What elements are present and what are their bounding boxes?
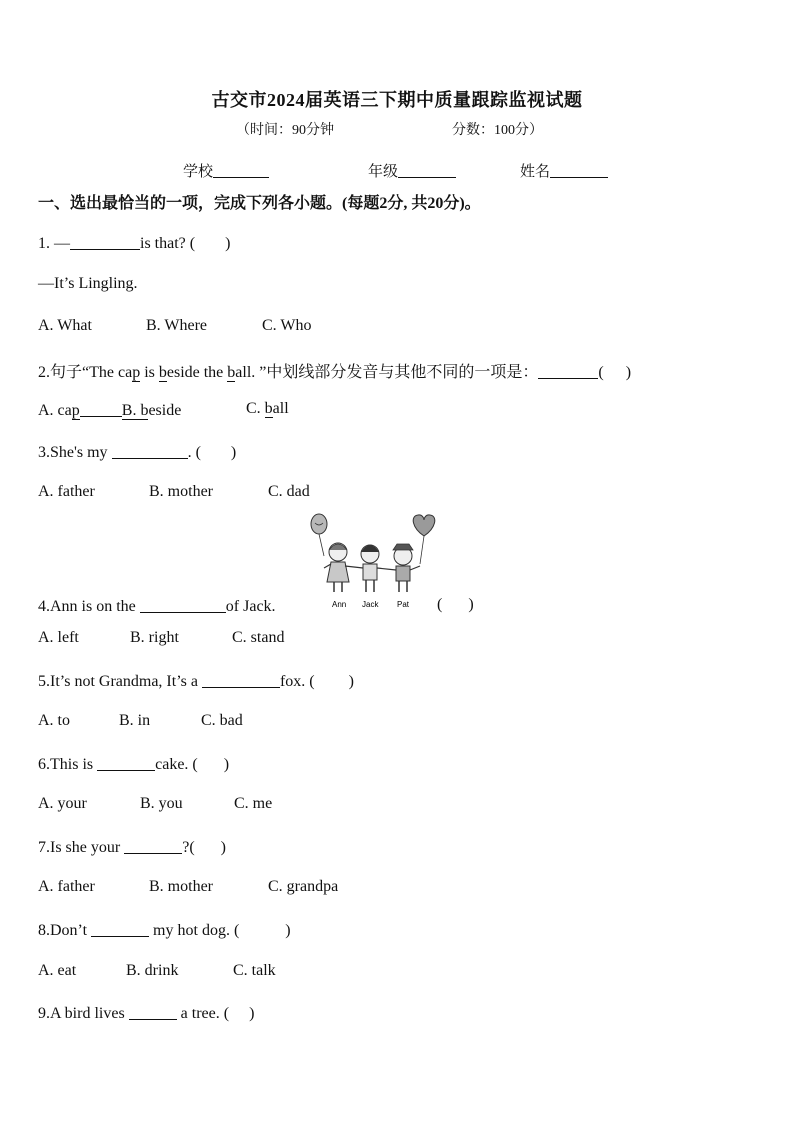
school-blank[interactable] [213, 162, 269, 178]
question-text: 9.A bird lives [38, 1005, 125, 1022]
option-text: all [272, 400, 289, 417]
paren-close: ) [348, 673, 354, 690]
answer-blank[interactable] [124, 837, 182, 854]
option-b[interactable]: B. Where [146, 317, 208, 334]
grade-field[interactable] [368, 160, 456, 181]
option-a[interactable]: A. father [38, 483, 95, 500]
question-text: a tree. ( [180, 1005, 230, 1022]
answer-blank[interactable] [112, 442, 188, 459]
option-a[interactable]: A. father [38, 878, 95, 895]
paren-close: ) [625, 364, 632, 381]
question-9 [38, 1003, 254, 1023]
answer-blank [80, 400, 122, 417]
paren-open: ( [437, 596, 443, 613]
grade-label: 年级 [368, 164, 399, 180]
name-field[interactable] [520, 160, 608, 181]
answer-blank[interactable] [70, 233, 140, 250]
question-text: 8.Don’t [38, 922, 88, 939]
question-text: cake. ( [155, 756, 198, 773]
option-c[interactable]: C. grandpa [268, 878, 339, 895]
option-b[interactable]: B. mother [149, 878, 213, 895]
option-text: C. [246, 400, 265, 417]
question-text: all. ”中划线部分发音与其他不同的一项是： [235, 364, 539, 381]
paren-close: ) [220, 839, 226, 856]
grade-blank[interactable] [398, 162, 456, 178]
option-c[interactable]: C. Who [262, 317, 312, 334]
question-text: my hot dog. ( [153, 922, 240, 939]
heart-balloon-icon [413, 515, 435, 564]
option-c[interactable]: C. stand [232, 629, 285, 646]
question-text: 6.This is [38, 756, 94, 773]
option-c[interactable]: C. me [234, 795, 273, 812]
question-text: of Jack. [225, 598, 276, 615]
answer-blank[interactable] [91, 920, 149, 937]
question-2 [38, 359, 631, 382]
option-b[interactable]: B. you [140, 795, 183, 812]
question-5 [38, 671, 354, 691]
paren-open: ( [598, 364, 604, 381]
paren-close: ) [225, 235, 231, 252]
label-ann: Ann [332, 600, 347, 609]
option-c[interactable]: C. bad [201, 712, 243, 729]
answer-blank[interactable] [140, 596, 226, 613]
pat-figure [393, 544, 413, 592]
underlined-letter: b [158, 364, 167, 381]
question-text: 5.It’s not Grandma, It’s a [38, 673, 198, 690]
question-1-dialog: —It’s Lingling. [38, 275, 138, 292]
school-field[interactable] [183, 160, 269, 181]
exam-time: （时间：90分钟 [236, 123, 334, 138]
name-label: 姓名 [520, 164, 551, 180]
question-4-paren [437, 596, 474, 614]
question-text: fox. ( [279, 673, 315, 690]
question-text: ?( [182, 839, 195, 856]
page-title: 古交市2024届英语三下期中质量跟踪监视试题 [211, 90, 583, 110]
question-text: is [140, 364, 159, 381]
label-jack: Jack [362, 600, 379, 609]
question-7 [38, 837, 226, 857]
name-blank[interactable] [550, 162, 608, 178]
exam-score: 分数：100分） [452, 123, 543, 138]
question-text: 1. — [38, 235, 70, 252]
balloon-icon [311, 514, 327, 556]
school-label: 学校 [183, 164, 214, 180]
option-a[interactable] [38, 400, 181, 420]
question-text: 3.She's my [38, 444, 108, 461]
question-text: . ( [187, 444, 201, 461]
question-text: 7.Is she your [38, 839, 121, 856]
option-a[interactable]: A. your [38, 795, 87, 812]
question-text: eside the [166, 364, 228, 381]
option-c[interactable]: C. dad [268, 483, 310, 500]
option-a[interactable]: A. to [38, 712, 70, 729]
question-text: is that? ( [140, 235, 196, 252]
paren-close: ) [249, 1005, 255, 1022]
underlined-letter: p [132, 364, 141, 381]
option-text: eside [148, 402, 182, 419]
question-text: 4.Ann is on the [38, 598, 136, 615]
option-c[interactable] [246, 400, 289, 418]
ann-figure [327, 543, 349, 592]
paren-close: ) [468, 596, 474, 613]
underlined-letter: b [264, 400, 273, 417]
option-a[interactable]: A. What [38, 317, 92, 334]
option-a[interactable]: A. left [38, 629, 79, 646]
answer-blank[interactable] [202, 671, 280, 688]
option-b[interactable]: B. in [119, 712, 151, 729]
question-4 [38, 596, 276, 616]
answer-blank[interactable] [538, 362, 598, 379]
option-b-label[interactable]: B. [121, 402, 141, 419]
option-b[interactable]: B. drink [126, 962, 179, 979]
option-b[interactable]: B. right [130, 629, 179, 646]
question-text: 2.句子“The ca [38, 364, 133, 381]
paren-close: ) [285, 922, 291, 939]
jack-figure [361, 545, 379, 592]
underlined-letter: b [140, 402, 149, 419]
option-b[interactable]: B. mother [149, 483, 213, 500]
option-c[interactable]: C. talk [233, 962, 276, 979]
question-6 [38, 754, 229, 774]
paren-close: ) [230, 444, 237, 461]
kids-illustration [300, 510, 443, 614]
answer-blank[interactable] [97, 754, 155, 771]
label-pat: Pat [397, 600, 410, 609]
underlined-letter: b [227, 364, 236, 381]
paren-close: ) [223, 756, 230, 773]
answer-blank[interactable] [129, 1003, 177, 1020]
section-heading: 一、选出最恰当的一项，完成下列各小题。(每题2分, 共20分)。 [38, 195, 481, 212]
underlined-letter: p [71, 402, 80, 419]
option-text: A. ca [38, 402, 72, 419]
question-8 [38, 920, 291, 940]
option-a[interactable]: A. eat [38, 962, 77, 979]
question-3 [38, 442, 236, 462]
question-1 [38, 233, 230, 253]
